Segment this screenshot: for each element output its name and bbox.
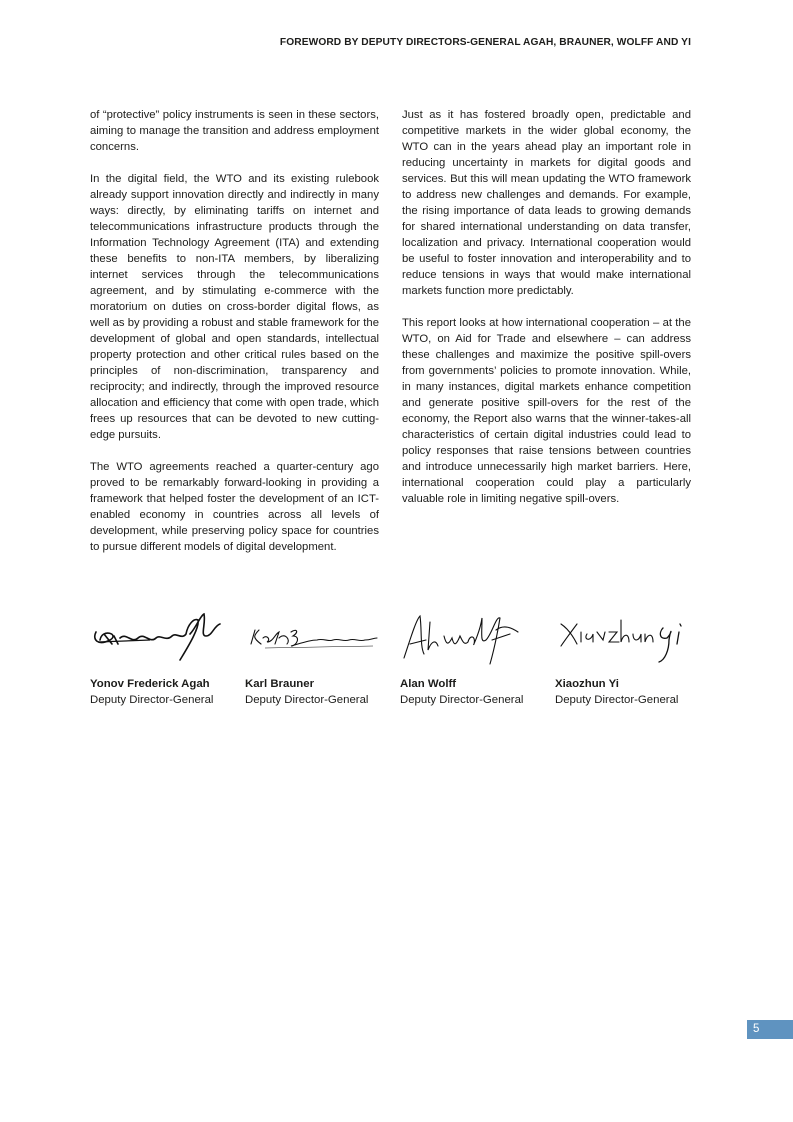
left-paragraph-2: In the digital field, the WTO and its existing rulebook already support innovation directly and indirectly in many ways: directly, by eliminating tariffs on internet and telecommunications infrastructure products through the Information Technology Agreement (ITA) and extending these benefits to non-ITA members, by liberalizing internet services through the telecommunications agreement, and by stimulating e-commerce with the moratorium on duties on cross-border digital flows, as well as by providing a robust and stable framework for the development of global and open standards, intellectual property protection and other critical rules based on the principles of non-discrimination, transparency and reciprocity; and indirectly, through the improved resource allocation and efficiency that come with open trade, which frees up resources that can be devoted to new cutting-edge pursuits. [90,173,379,441]
signatory-role: Deputy Director-General [90,694,214,706]
running-header: FOREWORD BY DEPUTY DIRECTORS-GENERAL AGAH, BRAUNER, WOLFF AND YI [279,37,691,48]
left-paragraph-1: of “protective” policy instruments is seen in these sectors, aiming to manage the transition and address employment concerns. [90,109,379,153]
signatory-wolff [400,610,560,706]
right-paragraph-2: This report looks at how international cooperation – at the WTO, on Aid for Trade and elsewhere – can address these challenges and maximize the positive spill-overs from governments’ policies to promote innovation. While, in many instances, digital markets enhance competition and generate positive spill-overs for the rest of the economy, the Report also warns that the winner-takes-all characteristics of certain digital industries could lead to policy responses that raise tensions between countries and introduce unnecessarily high market barriers. Here, international cooperation could play a particularly valuable role in limiting negative spill-overs. [402,317,691,505]
signatory-yi [555,610,715,706]
page-number: 5 [747,1020,793,1039]
signatory-name: Xiaozhun Yi [555,678,619,690]
signature-agah [90,610,230,668]
signature-wolff [400,610,540,668]
signatory-agah [90,610,250,706]
signatory-role: Deputy Director-General [245,694,369,706]
signatory-name: Yonov Frederick Agah [90,678,210,690]
right-paragraph-1: Just as it has fostered broadly open, predictable and competitive markets in the wider global economy, the WTO can in the years ahead play an important role in reducing uncertainty in markets for digital goods and services. But this will mean updating the WTO framework to address new challenges and demands. For example, the rising importance of data leads to growing demands for shared international understanding on data transfer, localization and privacy. International cooperation would be useful to foster innovation and interoperability and to reduce tensions in ways that would make international markets function more predictably. [402,109,691,297]
signature-brauner [245,610,385,668]
right-column [402,107,691,523]
signatory-name: Karl Brauner [245,678,315,690]
signature-block [90,610,710,720]
signatory-role: Deputy Director-General [400,694,524,706]
left-column [90,107,379,571]
signatory-name: Alan Wolff [400,678,457,690]
signature-yi [555,610,695,668]
signatory-role: Deputy Director-General [555,694,679,706]
signatory-brauner [245,610,405,706]
left-paragraph-3: The WTO agreements reached a quarter-century ago proved to be remarkably forward-looking in providing a framework that helped foster the development of an ICT-enabled economy in countries across all levels of development, while preserving policy space for countries to pursue different models of digital development. [90,461,379,553]
